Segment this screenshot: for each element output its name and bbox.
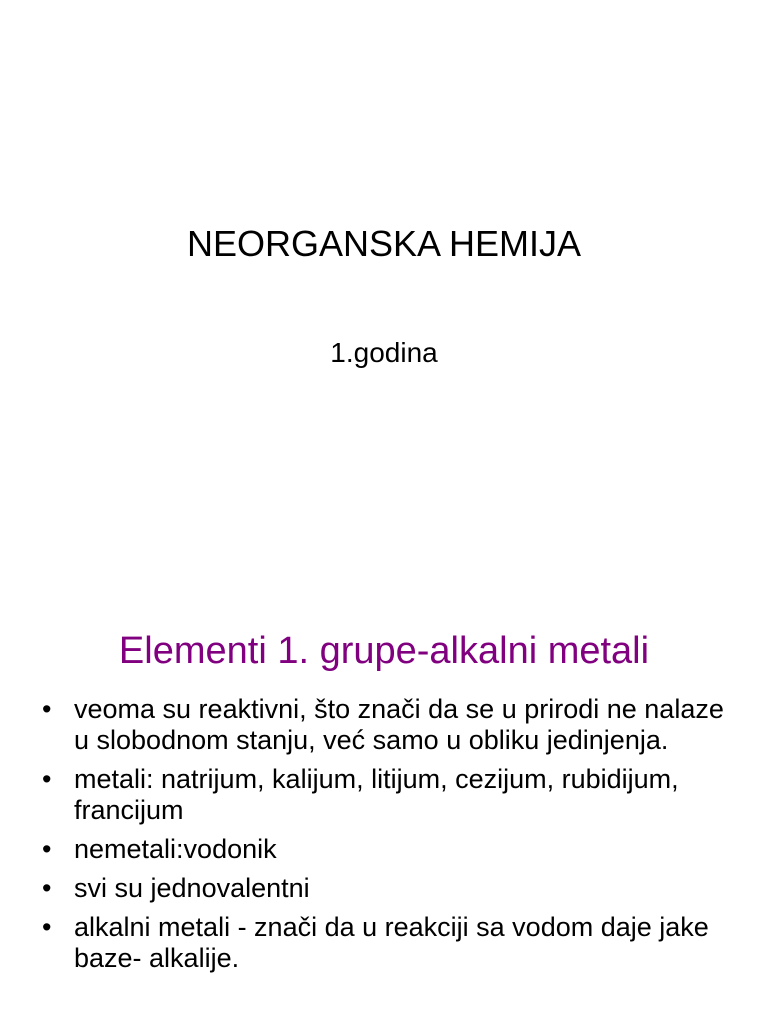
bullet-icon: • [42,764,52,794]
bullet-icon: • [42,834,52,864]
bullet-list [0,694,768,982]
bullet-icon: • [42,912,52,942]
bullet-item-nonmetals [0,834,768,865]
bullet-item-reactivity [0,694,768,756]
bullet-item-valence [0,873,768,904]
bullet-icon: • [42,873,52,903]
bullet-item-metals [0,764,768,826]
slide-1-subtitle: 1.godina [330,337,438,368]
bullet-text: metali: natrijum, kalijum, litijum, cezijum, rubidijum, francijum [74,764,679,825]
bullet-text: nemetali:vodonik [74,834,277,864]
bullet-item-alkali-meaning [0,912,768,974]
bullet-text: veoma su reaktivni, što znači da se u prirodi ne nalaze u slobodnom stanju, već samo u obliku jedinjenja. [74,694,724,755]
bullet-text: svi su jednovalentni [74,873,310,903]
slide-2-title: Elementi 1. grupe-alkalni metali [118,630,650,672]
bullet-icon: • [42,694,52,724]
slide-1-title: NEORGANSKA HEMIJA [186,223,582,264]
bullet-text: alkalni metali - znači da u reakciji sa vodom daje jake baze- alkalije. [74,912,709,973]
slide-alkali-metals [0,600,768,1024]
